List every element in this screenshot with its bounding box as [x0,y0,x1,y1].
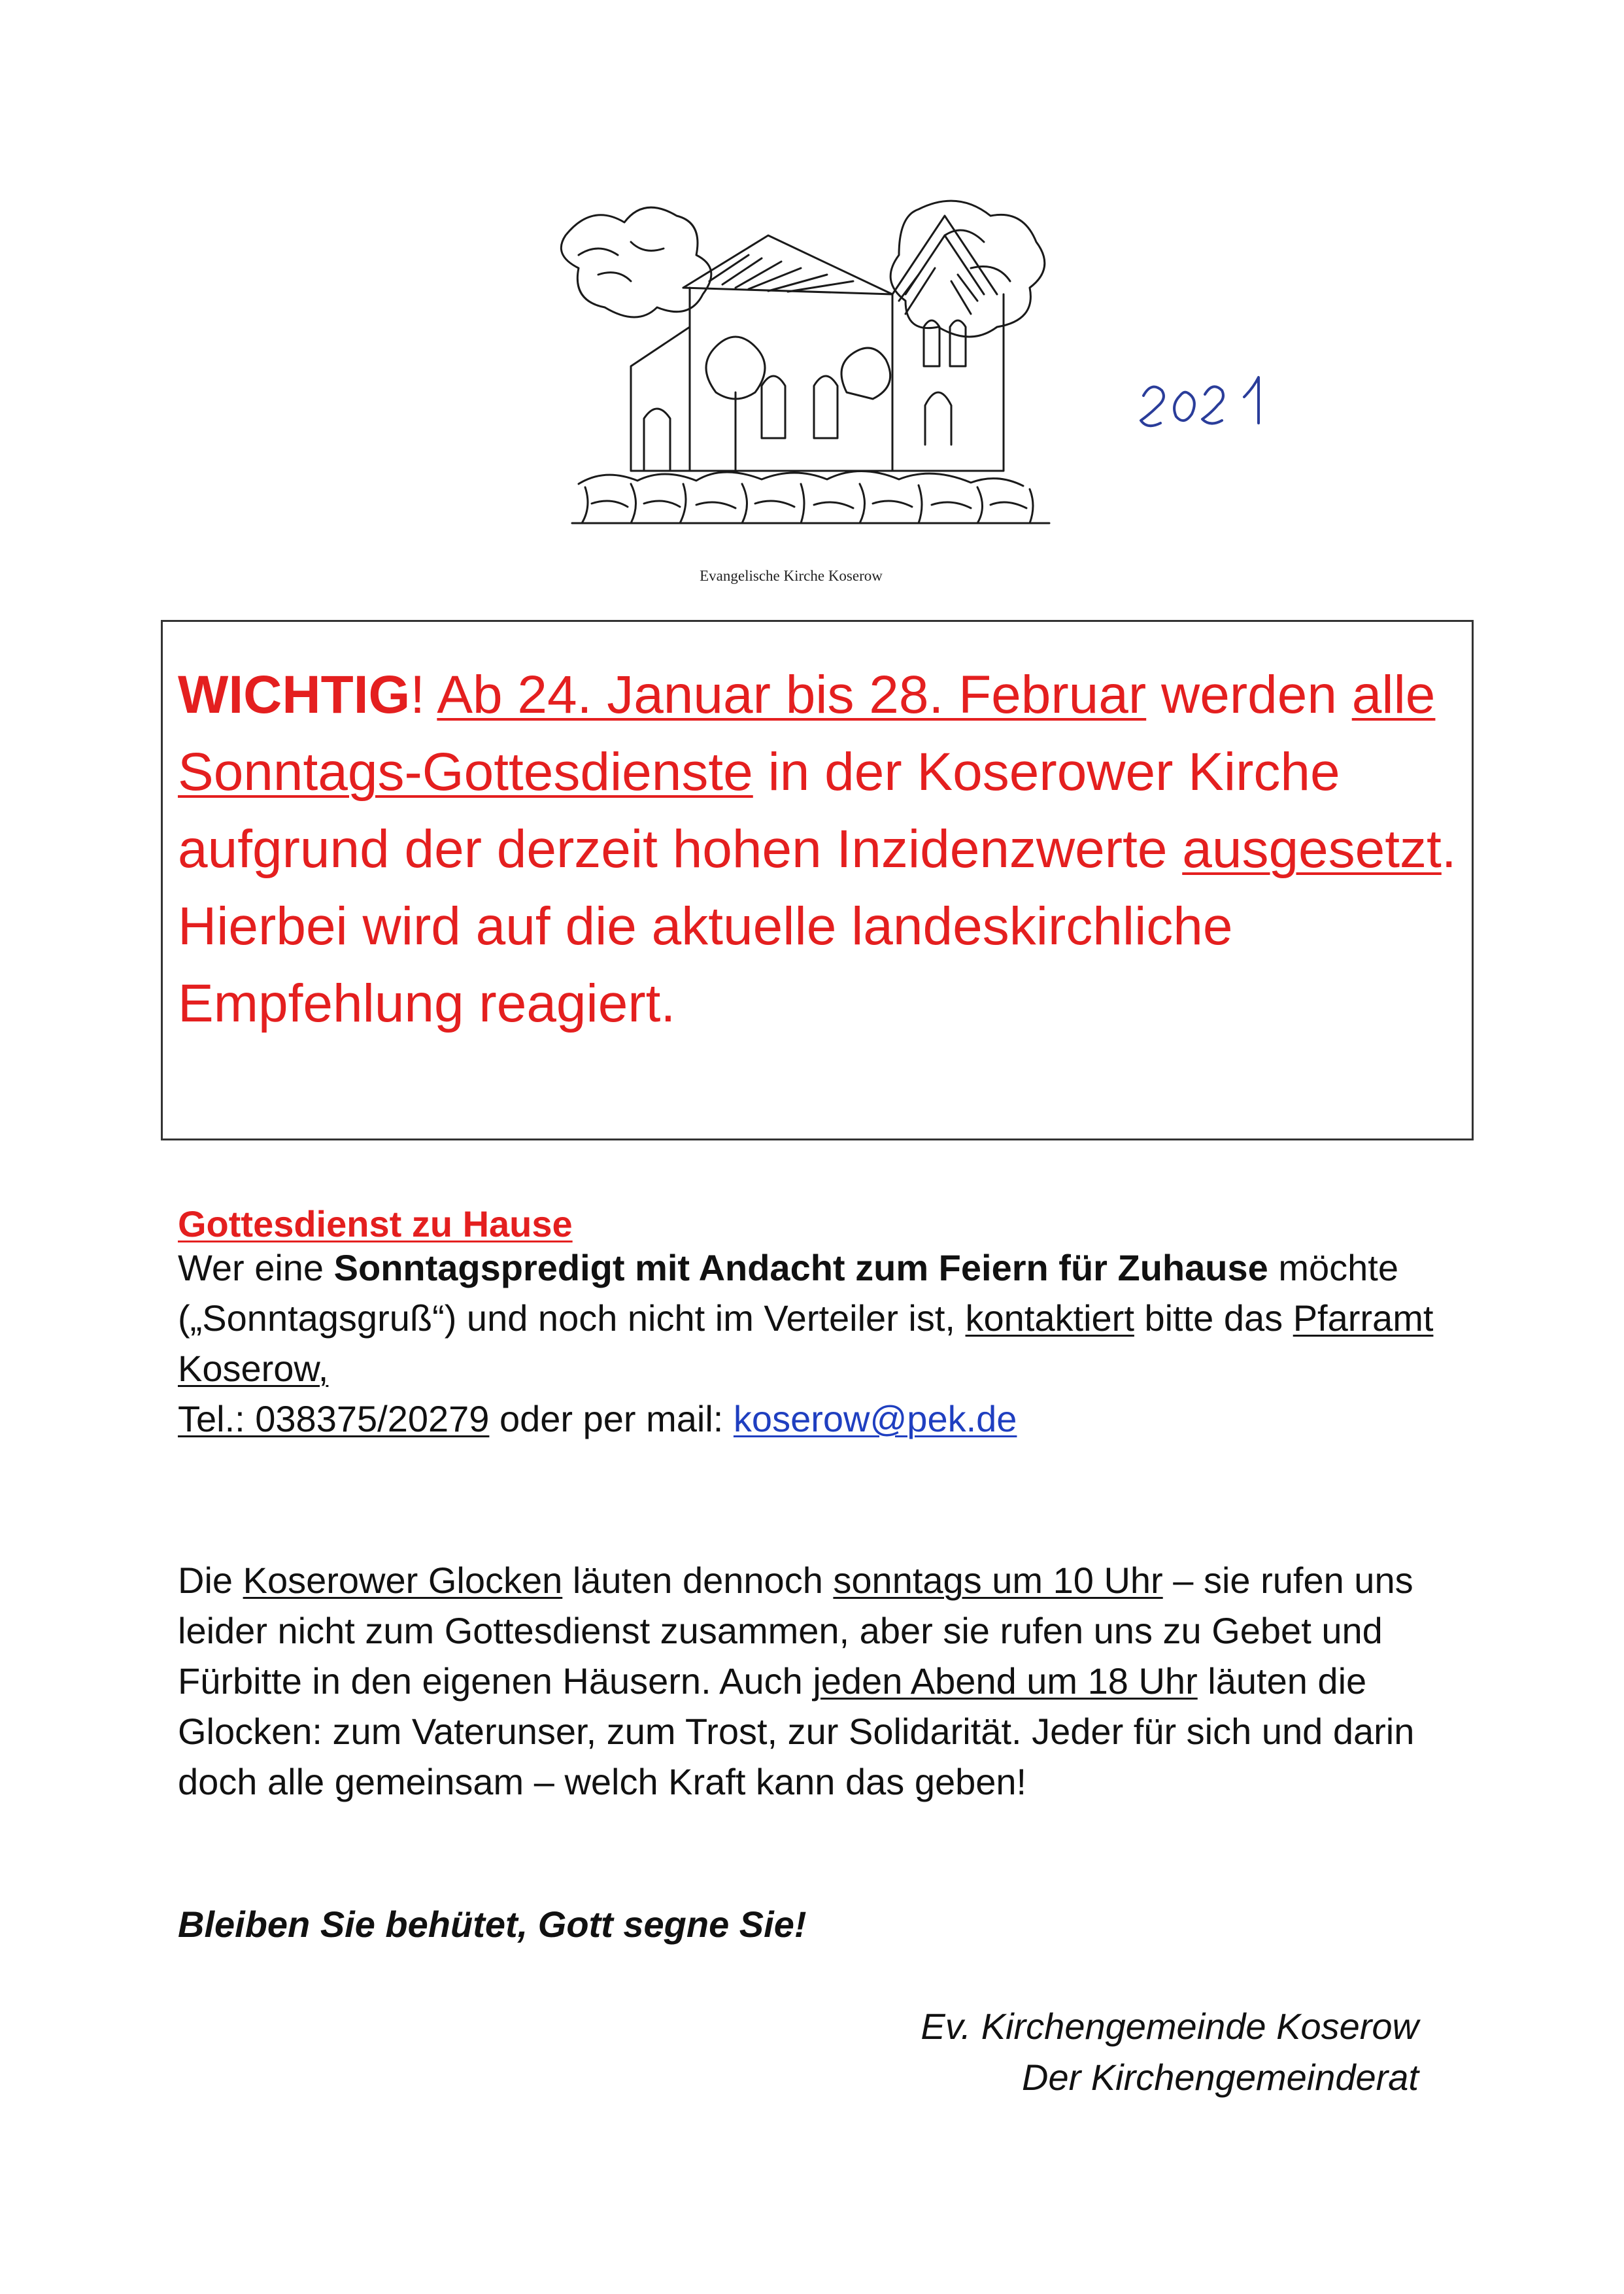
bells-paragraph [178,1555,1459,1807]
illustration-caption: Evangelische Kirche Koserow [700,568,883,584]
signature-line-2: Der Kirchengemeinderat [1022,2057,1419,2098]
bells-t4: läuten die Glocken: zum Vaterunser, zum Trost, zur Solidarität. Jeder für sich und darin doch alle gemeinsam – welch Kraft kann das geben! [178,1660,1415,1802]
evening-time: jeden Abend um 18 Uhr [813,1660,1198,1702]
alert-mark: ! [410,665,426,725]
phone-number: Tel.: 038375/20279 [178,1398,490,1439]
notice-text-end: . Hierbei wird auf die aktuelle landeskirchliche Empfehlung reagiert. [178,819,1457,1033]
signature-line-1: Ev. Kirchengemeinde Koserow [921,2006,1419,2047]
home-service-bold-phrase: Sonntagspredigt mit Andacht zum Feiern für Zuhause [333,1247,1268,1288]
home-service-text [178,1242,1459,1444]
parish-office: Pfarramt Koserow, [178,1297,1434,1389]
notice-period: Ab 24. Januar bis 28. Februar [437,665,1147,725]
sunday-time: sonntags um 10 Uhr [833,1560,1163,1601]
notice-all-services: alle Sonntags-Gottesdienste [178,665,1436,802]
home-service-t1: Wer eine [178,1247,324,1288]
bells-t2: läuten dennoch [572,1560,823,1601]
church-illustration [552,196,1069,539]
bells-name: Koserower Glocken [243,1560,563,1601]
notice-text [178,657,1459,1042]
notice-text-mid: in der Koserower Kirche aufgrund der derzeit hohen Inzidenzwerte [178,742,1340,879]
contact-word: kontaktiert [965,1297,1134,1339]
home-service-title: Gottesdienst zu Hause [178,1203,573,1244]
handwritten-year [1134,369,1278,435]
bells-t3: – sie rufen uns leider nicht zum Gottesdienst zusammen, aber sie rufen uns zu Gebet und Fürbitte in den eigenen Häusern. Auch [178,1560,1413,1702]
notice-text-werden: werden [1161,665,1337,725]
home-service-t3: bitte das [1144,1297,1283,1339]
home-service-t4: oder per mail: [499,1398,724,1439]
bells-t1: Die [178,1560,233,1601]
home-service-t2: möchte („Sonntagsgruß“) und noch nicht im Verteiler ist, [178,1247,1398,1339]
notice-suspended: ausgesetzt [1182,819,1442,879]
signature-block [700,2001,1419,2103]
blessing-line: Bleiben Sie behütet, Gott segne Sie! [178,1904,807,1945]
alert-word: WICHTIG [178,665,411,725]
email-link[interactable]: koserow@pek.de [733,1398,1017,1439]
